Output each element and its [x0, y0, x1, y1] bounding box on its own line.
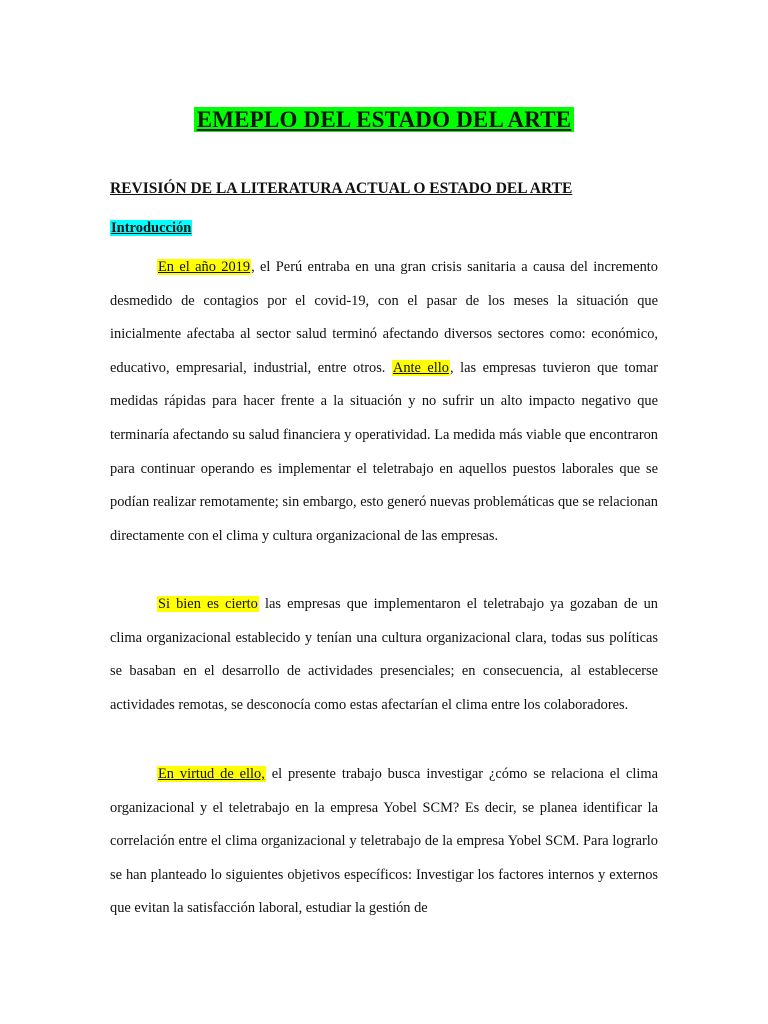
intro-heading-text: Introducción: [111, 220, 192, 236]
document-title: [0, 107, 768, 133]
highlight-phrase: Si bien es cierto: [158, 596, 258, 612]
paragraph-text: , las empresas tuvieron que tomar medidas rápidas para hacer frente a la situación y no sufrir un alto impacto negativo que terminaría afectando su salud financiera y operatividad. La medida más viable que encontraron para continuar operando es implementar el teletrabajo en aquellos puestos laborales que se podían realizar remotamente; sin embargo, esto generó nuevas problemáticas que se relacionan directamente con el clima y cultura organizacional de las empresas.: [110, 359, 658, 544]
paragraph-text: las empresas que implementaron el teletrabajo ya gozaban de un clima organizacional establecido y tenían una cultura organizacional clara, todas sus políticas se basaban en el desarrollo de actividades presenciales; en consecuencia, al establecerse actividades remotas, se desconocía como estas afectarían el clima entre los colaboradores.: [110, 596, 658, 713]
intro-heading: [110, 220, 192, 237]
highlight-phrase: Ante ello: [392, 359, 449, 376]
paragraph-text: , el Perú entraba en una gran crisis sanitaria a causa del incremento desmedido de contagios por el covid-19, con el pasar de los meses la situación que inicialmente afectaba al sector salud terminó afectando diversos sectores como: económico, educativo, empresarial, industrial, entre otros.: [110, 259, 658, 376]
paragraph-1: [110, 251, 658, 553]
highlight-phrase: En virtud de ello,: [158, 766, 265, 782]
section-subtitle: REVISIÓN DE LA LITERATURA ACTUAL O ESTADO DEL ARTE: [110, 180, 573, 197]
paragraph-2: [110, 588, 658, 722]
paragraph-3: [110, 758, 658, 926]
paragraph-text: el presente trabajo busca investigar ¿cómo se relaciona el clima organizacional y el teletrabajo en la empresa Yobel SCM? Es decir, se planea identificar la correlación entre el clima organizacional y teletrabajo de la empresa Yobel SCM. Para lograrlo se han planteado lo siguientes objetivos específicos: Investigar los factores internos y externos que evitan la satisfacción laboral, estudiar la gestión de: [110, 766, 658, 917]
title-text: EMEPLO DEL ESTADO DEL ARTE: [194, 107, 575, 132]
highlight-phrase: En el año 2019: [158, 259, 251, 275]
